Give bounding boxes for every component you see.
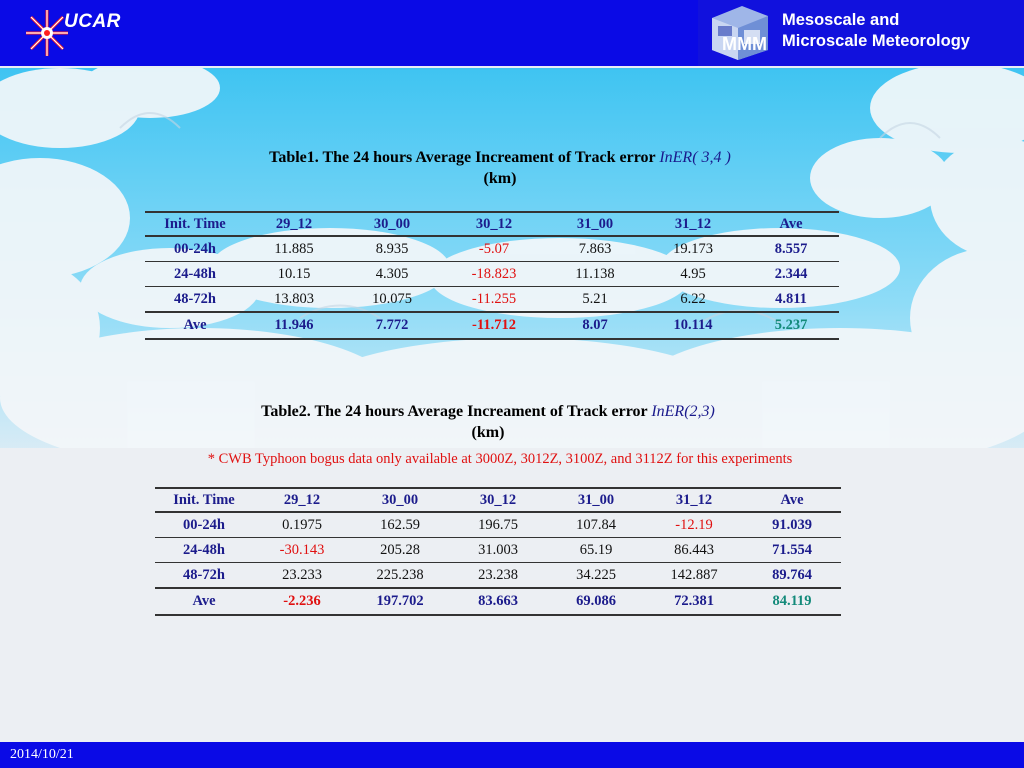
table-row (145, 262, 839, 287)
table2-col-header: Ave (743, 488, 841, 512)
mmm-title-line2: Microscale Meteorology (782, 32, 970, 50)
table-cell-ave: 71.554 (743, 538, 841, 563)
table-cell-ave: 84.119 (743, 588, 841, 615)
table-cell: 23.233 (253, 563, 351, 589)
table1-col-header: Init. Time (145, 212, 245, 236)
row-label: 00-24h (155, 512, 253, 538)
footer-date: 2014/10/21 (10, 747, 74, 762)
table-cell: 7.772 (343, 312, 441, 339)
table2-col-header: 31_00 (547, 488, 645, 512)
table-cell: 8.07 (547, 312, 643, 339)
table-cell: 6.22 (643, 287, 743, 313)
table-cell: -18.823 (441, 262, 547, 287)
table-cell: -11.712 (441, 312, 547, 339)
table-cell: 13.803 (245, 287, 343, 313)
table2-col-header: 30_00 (351, 488, 449, 512)
mmm-banner (698, 0, 1024, 66)
table-row (155, 512, 841, 538)
table2-title (138, 401, 838, 443)
table-cell: 10.15 (245, 262, 343, 287)
table-cell: 31.003 (449, 538, 547, 563)
table2-col-header: 29_12 (253, 488, 351, 512)
table2-title-unit: (km) (471, 424, 505, 441)
table2-col-header: Init. Time (155, 488, 253, 512)
table-cell: -11.255 (441, 287, 547, 313)
row-label: 48-72h (155, 563, 253, 589)
table-cell: -12.19 (645, 512, 743, 538)
table2-col-header: 31_12 (645, 488, 743, 512)
row-label: 24-48h (155, 538, 253, 563)
table-cell: -2.236 (253, 588, 351, 615)
table1-col-header: 31_00 (547, 212, 643, 236)
mmm-title-line1: Mesoscale and (782, 11, 900, 29)
table-cell: -30.143 (253, 538, 351, 563)
table-cell: 4.305 (343, 262, 441, 287)
table-cell-ave: 91.039 (743, 512, 841, 538)
table-cell: 225.238 (351, 563, 449, 589)
table-row (145, 236, 839, 262)
row-label: Ave (155, 588, 253, 615)
table-row (155, 563, 841, 589)
row-label: 24-48h (145, 262, 245, 287)
table-cell: 197.702 (351, 588, 449, 615)
table-cell: 8.935 (343, 236, 441, 262)
row-label: 00-24h (145, 236, 245, 262)
table-cell: 5.21 (547, 287, 643, 313)
table-cell: 10.075 (343, 287, 441, 313)
table-cell: 34.225 (547, 563, 645, 589)
table-cell: 162.59 (351, 512, 449, 538)
table-cell: 11.138 (547, 262, 643, 287)
table-cell: 0.1975 (253, 512, 351, 538)
table1-col-header: 29_12 (245, 212, 343, 236)
table-cell: 11.946 (245, 312, 343, 339)
table1-title (150, 147, 850, 189)
table2-note: * CWB Typhoon bogus data only available at 3000Z, 3012Z, 3100Z, and 3112Z for this experiments (207, 451, 793, 467)
table-cell: 205.28 (351, 538, 449, 563)
table-cell-ave: 89.764 (743, 563, 841, 589)
table1-header-row (145, 212, 839, 236)
table-row-ave (155, 588, 841, 615)
mmm-cube-logo-icon (706, 4, 772, 62)
table-cell: 86.443 (645, 538, 743, 563)
table-cell: 142.887 (645, 563, 743, 589)
table1-title-unit: (km) (483, 170, 517, 187)
table1-col-header: 30_00 (343, 212, 441, 236)
table-row (145, 287, 839, 313)
table1 (145, 211, 839, 340)
table-cell: 11.885 (245, 236, 343, 262)
table2 (155, 487, 841, 616)
mmm-logo-letters: MMM (722, 34, 767, 54)
table-cell: 83.663 (449, 588, 547, 615)
table1-title-main: Table1. The 24 hours Average Increament of Track error (269, 149, 656, 166)
mmm-title (782, 10, 970, 52)
table-cell: 19.173 (643, 236, 743, 262)
ucar-label: UCAR (64, 11, 121, 32)
table1-title-formula: InER( 3,4 ) (659, 149, 731, 166)
row-label: Ave (145, 312, 245, 339)
table2-title-main: Table2. The 24 hours Average Increament of Track error (261, 403, 648, 420)
footer-bar (0, 742, 1024, 768)
table-cell: 65.19 (547, 538, 645, 563)
table-cell: 23.238 (449, 563, 547, 589)
table-cell: 196.75 (449, 512, 547, 538)
table-cell: 72.381 (645, 588, 743, 615)
ucar-logo (24, 6, 121, 60)
table1-col-header: Ave (743, 212, 839, 236)
table-cell: 4.95 (643, 262, 743, 287)
table2-col-header: 30_12 (449, 488, 547, 512)
table-cell-ave: 4.811 (743, 287, 839, 313)
table-cell: -5.07 (441, 236, 547, 262)
table2-title-formula: InER(2,3) (651, 403, 715, 420)
table-cell: 107.84 (547, 512, 645, 538)
table-cell: 7.863 (547, 236, 643, 262)
table-cell-ave: 5.237 (743, 312, 839, 339)
row-label: 48-72h (145, 287, 245, 313)
table-cell-ave: 2.344 (743, 262, 839, 287)
table-cell-ave: 8.557 (743, 236, 839, 262)
header-bar (0, 0, 1024, 66)
table-row-ave (145, 312, 839, 339)
table1-col-header: 30_12 (441, 212, 547, 236)
table1-col-header: 31_12 (643, 212, 743, 236)
table2-header-row (155, 488, 841, 512)
table-cell: 69.086 (547, 588, 645, 615)
table-cell: 10.114 (643, 312, 743, 339)
table-row (155, 538, 841, 563)
